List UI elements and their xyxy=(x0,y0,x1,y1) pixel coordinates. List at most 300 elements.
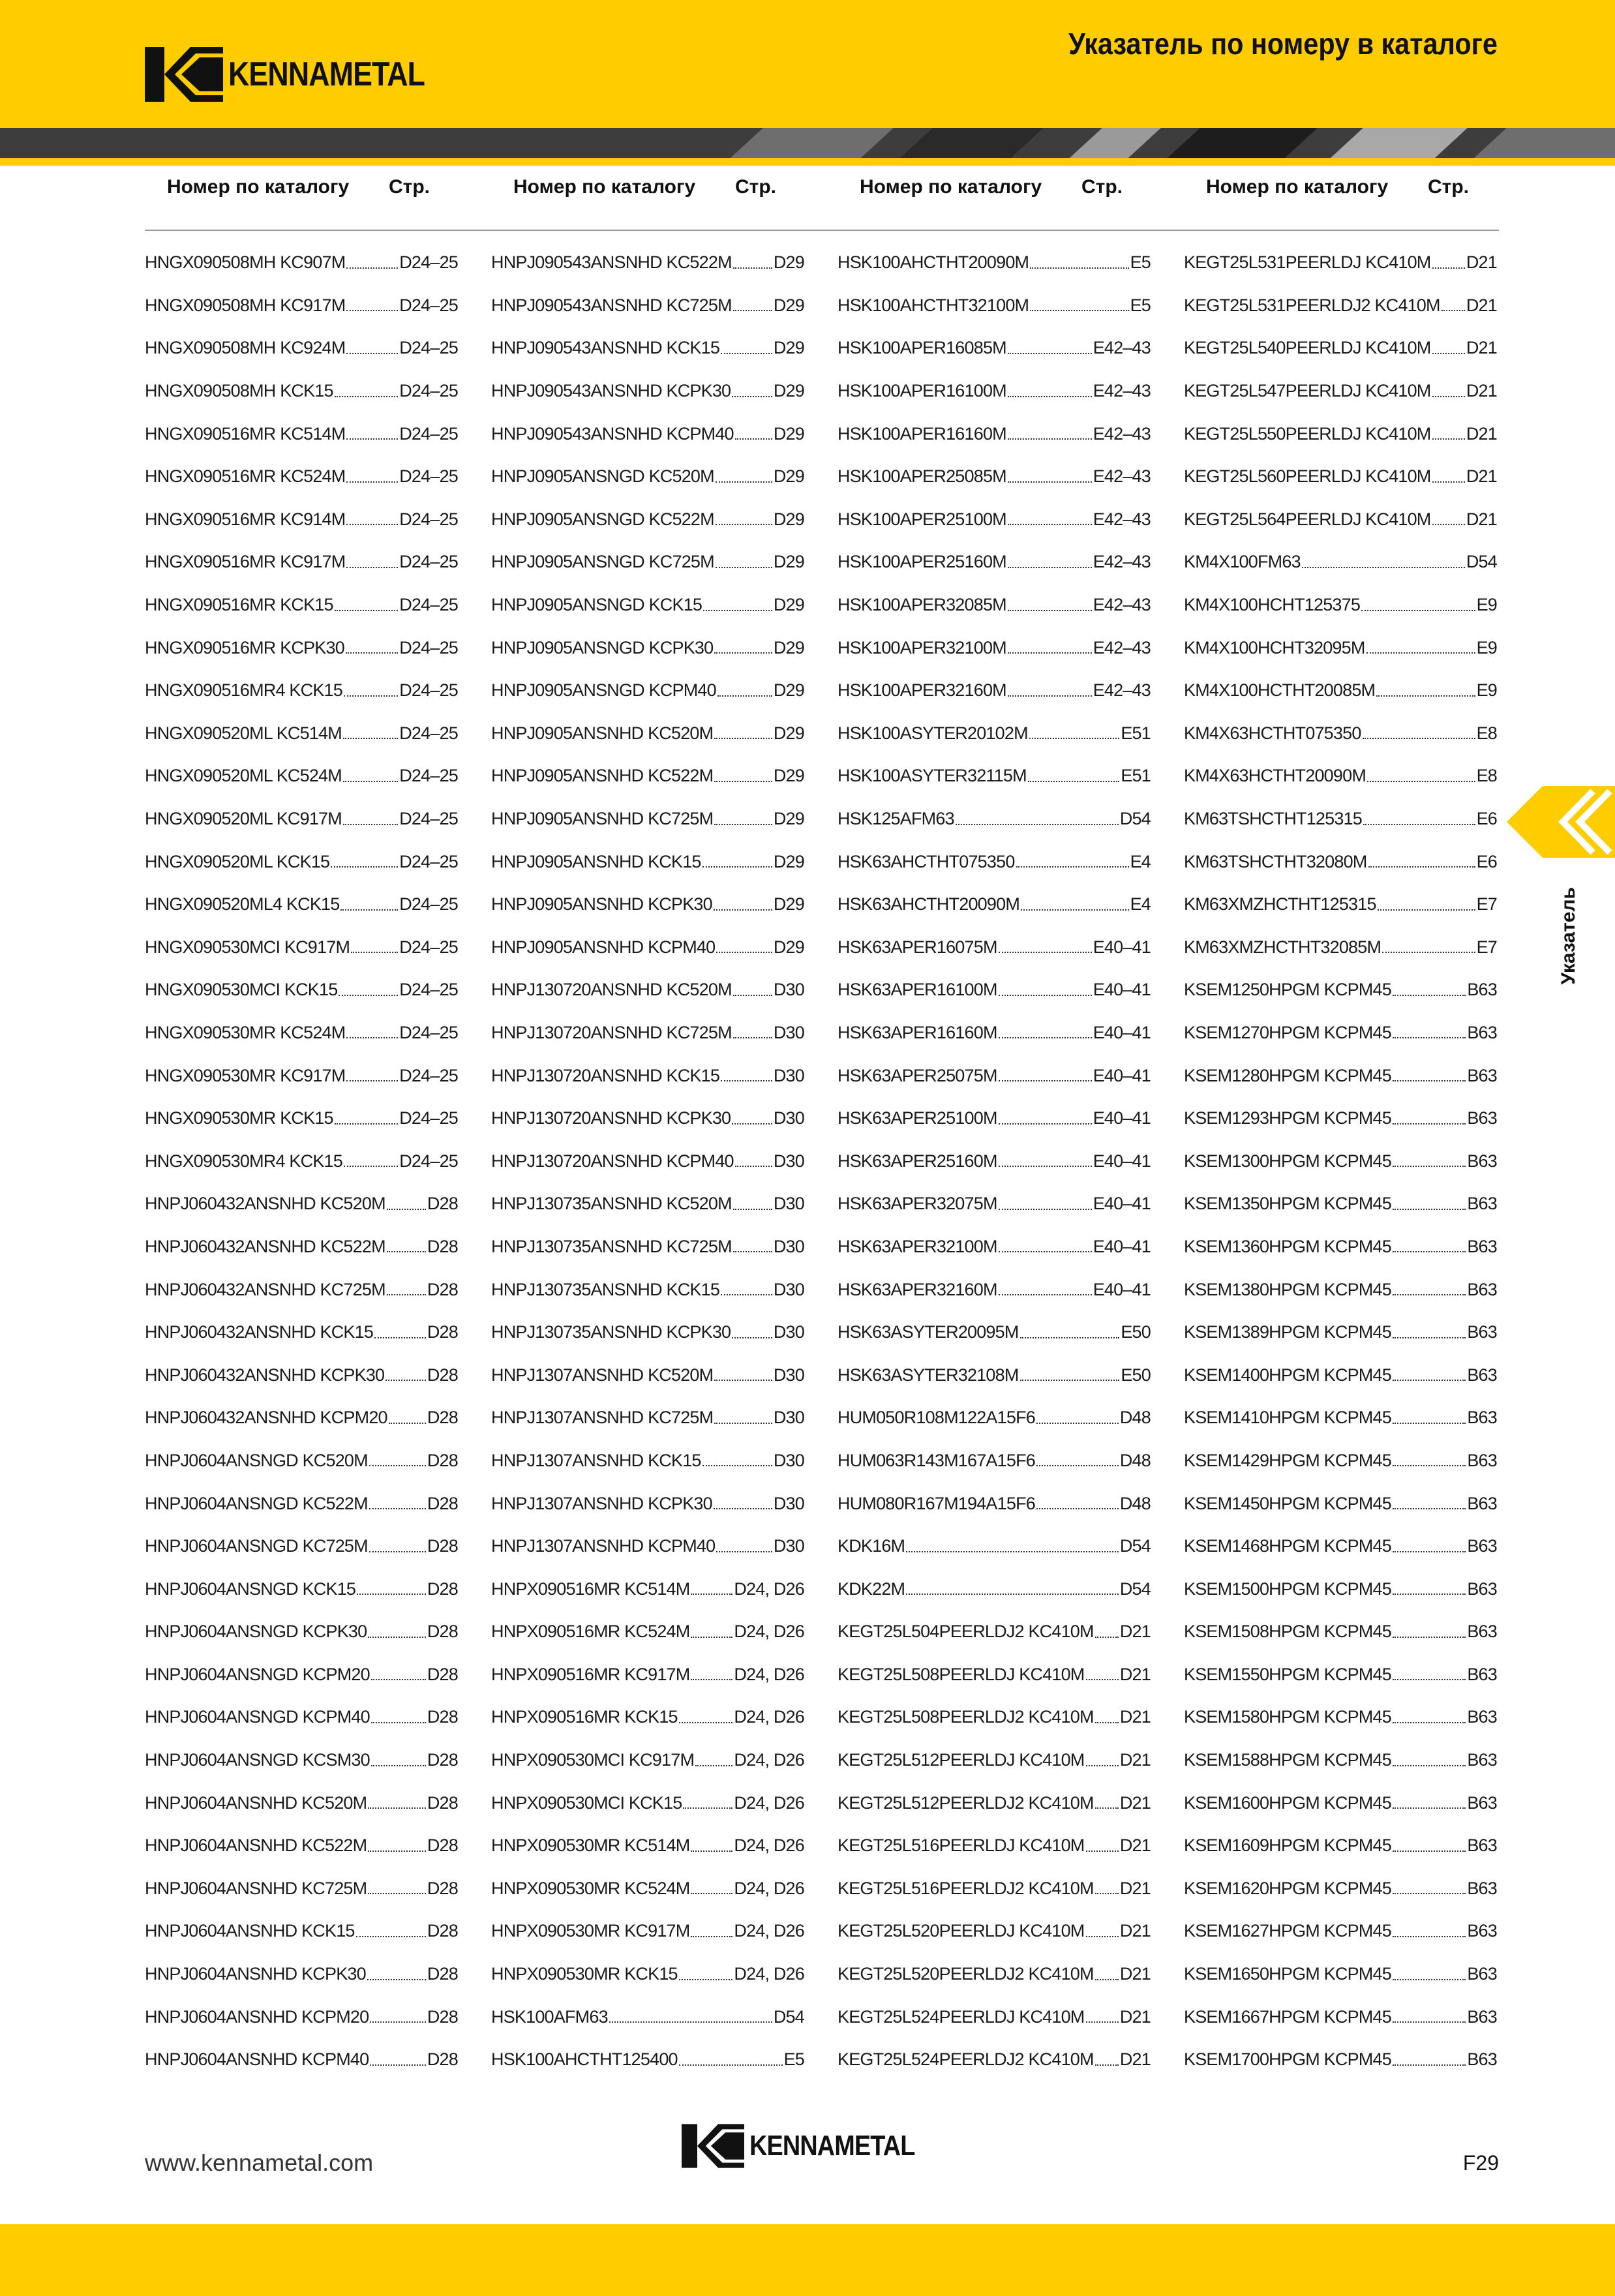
dot-leader xyxy=(1036,1508,1119,1509)
dot-leader xyxy=(370,2021,426,2023)
page-reference: D29 xyxy=(773,466,804,487)
catalog-number: KEGT25L516PEERLDJ2 KC410M xyxy=(838,1878,1094,1898)
page-reference: D29 xyxy=(773,552,804,572)
catalog-number: HNPJ130720ANSNHD KCK15 xyxy=(491,1065,720,1085)
dot-leader xyxy=(343,781,398,782)
catalog-number: HSK63APER25100M xyxy=(838,1108,997,1128)
dot-leader xyxy=(1086,1936,1119,1937)
catalog-number: HSK100AHCTHT20090M xyxy=(838,252,1029,273)
page-reference: D29 xyxy=(773,766,804,786)
header-catalog-number: Номер по каталогу xyxy=(167,176,350,198)
page-reference: D30 xyxy=(773,1151,804,1171)
page-reference: D24–25 xyxy=(399,894,458,914)
catalog-number: HNGX090516MR KC514M xyxy=(145,423,346,444)
page-reference: B63 xyxy=(1467,1750,1497,1770)
dot-leader xyxy=(1008,481,1092,483)
index-row xyxy=(491,1183,804,1226)
catalog-number: HNPJ0604ANSNGD KC725M xyxy=(145,1536,368,1556)
catalog-number: HNPX090530MR KC917M xyxy=(491,1921,690,1941)
dot-leader xyxy=(906,1594,1119,1595)
footer-logo xyxy=(682,2123,942,2169)
page-reference: D24–25 xyxy=(399,295,458,315)
page-reference: E51 xyxy=(1121,723,1151,743)
page-reference: D29 xyxy=(773,509,804,529)
index-row xyxy=(491,1824,804,1867)
dot-leader xyxy=(1036,1423,1119,1424)
dot-leader xyxy=(999,995,1092,996)
index-row xyxy=(838,584,1151,627)
page-reference: D24–25 xyxy=(399,1151,458,1171)
index-row xyxy=(1184,1910,1497,1953)
catalog-number: KEGT25L550PEERLDJ KC410M xyxy=(1184,423,1431,444)
index-row xyxy=(491,798,804,841)
index-row xyxy=(1184,1097,1497,1140)
catalog-number: HNPJ0604ANSNGD KC520M xyxy=(145,1450,368,1470)
page-reference: B63 xyxy=(1467,1493,1497,1513)
page-reference: D24–25 xyxy=(399,1022,458,1042)
dot-leader xyxy=(733,1209,772,1210)
logo-text: KENNAMETAL xyxy=(228,55,425,93)
index-row xyxy=(145,712,458,755)
dot-leader xyxy=(346,1080,398,1081)
catalog-number: KSEM1667HPGM KCPM45 xyxy=(1184,2006,1391,2027)
page-reference: E6 xyxy=(1476,851,1497,871)
index-row xyxy=(1184,1311,1497,1354)
dot-leader xyxy=(1393,1037,1466,1038)
catalog-number: KSEM1410HPGM KCPM45 xyxy=(1184,1408,1391,1428)
index-row xyxy=(1184,626,1497,669)
page-reference: D24–25 xyxy=(399,723,458,743)
dot-leader xyxy=(691,1637,732,1638)
catalog-number: HNPX090530MCI KCK15 xyxy=(491,1792,682,1813)
dot-leader xyxy=(1393,1765,1466,1766)
index-row xyxy=(838,327,1151,370)
dot-leader xyxy=(1393,1637,1466,1638)
catalog-number: HNPJ060432ANSNHD KCK15 xyxy=(145,1322,374,1342)
dot-leader xyxy=(1393,1850,1466,1852)
page-reference: D28 xyxy=(427,1236,458,1256)
page-reference: B63 xyxy=(1467,1065,1497,1085)
page-reference: D28 xyxy=(427,1664,458,1684)
page-reference: D48 xyxy=(1119,1450,1151,1470)
dot-leader xyxy=(703,610,772,611)
dot-leader xyxy=(369,1465,426,1466)
dot-leader xyxy=(1302,567,1465,568)
page-reference: D24–25 xyxy=(399,809,458,829)
catalog-number: HNGX090516MR KC917M xyxy=(145,552,346,572)
dot-leader xyxy=(717,695,772,697)
page-reference: D29 xyxy=(773,595,804,615)
page-reference: D21 xyxy=(1119,2049,1151,2070)
page-reference: D54 xyxy=(1119,809,1151,829)
index-row xyxy=(145,2038,458,2081)
catalog-number: KSEM1270HPGM KCPM45 xyxy=(1184,1022,1391,1042)
index-row xyxy=(838,1525,1151,1568)
index-row xyxy=(1184,498,1497,541)
page-reference: D28 xyxy=(427,1536,458,1556)
header-page: Стр. xyxy=(735,176,777,198)
page-reference: D29 xyxy=(773,381,804,401)
header-catalog-number: Номер по каталогу xyxy=(1206,176,1389,198)
dot-leader xyxy=(1393,2021,1466,2023)
index-row xyxy=(145,412,458,455)
catalog-number: HNPJ0905ANSNHD KC725M xyxy=(491,809,714,829)
dot-leader xyxy=(1393,1979,1466,1980)
catalog-number: HNGX090520ML KCK15 xyxy=(145,851,330,871)
catalog-number: HNPX090516MR KCK15 xyxy=(491,1707,678,1727)
dot-leader xyxy=(1008,396,1092,397)
index-row xyxy=(491,412,804,455)
dot-leader xyxy=(999,1209,1092,1210)
page-reference: B63 xyxy=(1467,1322,1497,1342)
page-reference: D24, D26 xyxy=(734,1664,804,1684)
index-row xyxy=(1184,926,1497,969)
page-reference: D30 xyxy=(773,1279,804,1299)
dot-leader xyxy=(1393,1893,1466,1894)
page-reference: B63 xyxy=(1467,1622,1497,1642)
page-reference: D54 xyxy=(1466,552,1497,572)
index-row xyxy=(1184,798,1497,841)
dot-leader xyxy=(1036,1465,1119,1466)
catalog-number: KSEM1550HPGM KCPM45 xyxy=(1184,1664,1391,1684)
page-reference: D30 xyxy=(773,1022,804,1042)
index-row xyxy=(491,969,804,1012)
dot-leader xyxy=(357,1594,426,1595)
catalog-number: HNPJ090543ANSNHD KC725M xyxy=(491,295,732,315)
dot-leader xyxy=(702,1465,772,1466)
dot-leader xyxy=(1095,2064,1119,2066)
page-reference: E9 xyxy=(1476,680,1497,701)
dot-leader xyxy=(339,995,398,996)
catalog-number: KEGT25L512PEERLDJ KC410M xyxy=(838,1750,1085,1770)
catalog-number: HNPJ130735ANSNHD KCK15 xyxy=(491,1279,720,1299)
index-row xyxy=(1184,1268,1497,1311)
page-reference: D24, D26 xyxy=(734,1578,804,1599)
dot-leader xyxy=(1368,866,1475,868)
dot-leader xyxy=(346,353,398,354)
index-row xyxy=(1184,370,1497,413)
dot-leader xyxy=(1086,1679,1119,1680)
catalog-number: HNPJ060432ANSNHD KCPM20 xyxy=(145,1408,387,1428)
page-reference: E5 xyxy=(1130,252,1151,273)
catalog-number: KEGT25L564PEERLDJ KC410M xyxy=(1184,509,1431,529)
index-row xyxy=(838,1567,1151,1610)
catalog-number: HSK100AHCTHT32100M xyxy=(838,295,1029,315)
dot-leader xyxy=(1432,438,1465,440)
index-row xyxy=(1184,284,1497,327)
dot-leader xyxy=(368,1807,426,1809)
catalog-number: KEGT25L508PEERLDJ2 KC410M xyxy=(838,1707,1094,1727)
catalog-number: KSEM1468HPGM KCPM45 xyxy=(1184,1536,1391,1556)
dot-leader xyxy=(1095,1807,1119,1809)
page-reference: B63 xyxy=(1467,1365,1497,1385)
dot-leader xyxy=(367,1979,426,1980)
index-row xyxy=(491,1482,804,1525)
index-row xyxy=(838,755,1151,798)
dot-leader xyxy=(1393,1380,1466,1381)
page-reference: D29 xyxy=(773,937,804,957)
catalog-number: HNPJ0905ANSNHD KC522M xyxy=(491,766,714,786)
index-row xyxy=(145,1012,458,1055)
catalog-number: HNGX090508MH KCK15 xyxy=(145,381,333,401)
dot-leader xyxy=(733,310,772,311)
index-row xyxy=(491,455,804,498)
catalog-number: HSK100APER16100M xyxy=(838,381,1006,401)
index-row xyxy=(145,1226,458,1269)
catalog-number: KM4X100HCTHT20085M xyxy=(1184,680,1376,701)
dot-leader xyxy=(346,652,398,654)
catalog-number: HNPJ0905ANSNGD KC520M xyxy=(491,466,714,487)
page-reference: E7 xyxy=(1476,937,1497,957)
page-reference: E9 xyxy=(1476,637,1497,657)
page-reference: D24–25 xyxy=(399,680,458,701)
dot-leader xyxy=(387,1209,426,1210)
catalog-number: KM4X100HCHT125375 xyxy=(1184,595,1361,615)
catalog-number: HNPJ0604ANSNHD KCPK30 xyxy=(145,1964,366,1984)
catalog-number: HSK100ASYTER32115M xyxy=(838,766,1027,786)
page-reference: D28 xyxy=(427,1279,458,1299)
catalog-number: KEGT25L516PEERLDJ KC410M xyxy=(838,1835,1085,1856)
header-page: Стр. xyxy=(389,176,430,198)
catalog-number: HNPJ0905ANSNGD KCK15 xyxy=(491,595,702,615)
page-reference: D48 xyxy=(1119,1408,1151,1428)
page-reference: D24, D26 xyxy=(734,1622,804,1642)
dot-leader xyxy=(1393,1209,1466,1210)
catalog-number: HNPJ1307ANSNHD KC520M xyxy=(491,1365,714,1385)
page-reference: D28 xyxy=(427,2006,458,2027)
catalog-number: HSK63APER32100M xyxy=(838,1236,997,1256)
index-row xyxy=(1184,1781,1497,1824)
dot-leader xyxy=(368,1637,426,1638)
index-row xyxy=(491,327,804,370)
index-row xyxy=(838,840,1151,883)
dot-leader xyxy=(335,396,398,397)
page-reference: D24–25 xyxy=(399,980,458,1000)
dot-leader xyxy=(1030,310,1128,311)
dot-leader xyxy=(716,524,772,525)
index-row xyxy=(838,1739,1151,1782)
catalog-number: HUM050R108M122A15F6 xyxy=(838,1408,1035,1428)
side-tab-label: Указатель xyxy=(1558,887,1579,985)
catalog-number: KM63XMZHCTHT125315 xyxy=(1184,894,1376,914)
dot-leader xyxy=(683,1807,732,1809)
catalog-number: KM4X63HCTHT20090M xyxy=(1184,766,1366,786)
index-column xyxy=(1184,241,1497,2081)
catalog-number: HNPJ060432ANSNHD KCPK30 xyxy=(145,1365,385,1385)
column-header xyxy=(491,176,804,207)
page-reference: D30 xyxy=(773,1365,804,1385)
index-column xyxy=(491,241,804,2081)
index-row xyxy=(145,1610,458,1654)
dot-leader xyxy=(1393,1465,1466,1466)
page-reference: D24, D26 xyxy=(734,1835,804,1856)
logo-text: KENNAMETAL xyxy=(749,2130,915,2162)
dot-leader xyxy=(1393,1936,1466,1937)
dot-leader xyxy=(1008,567,1092,568)
index-row xyxy=(491,1397,804,1440)
catalog-number: KM63TSHCTHT32080M xyxy=(1184,851,1367,871)
catalog-number: HNPJ0604ANSNGD KCK15 xyxy=(145,1578,356,1599)
dot-leader xyxy=(1393,1294,1466,1295)
dot-leader xyxy=(721,1080,772,1081)
dot-leader xyxy=(691,1679,732,1680)
catalog-number: HNPJ090543ANSNHD KCK15 xyxy=(491,338,720,358)
catalog-number: KSEM1293HPGM KCPM45 xyxy=(1184,1108,1391,1128)
index-row xyxy=(145,541,458,584)
dot-leader xyxy=(714,738,772,739)
dot-leader xyxy=(733,1251,772,1252)
catalog-number: HNPJ060432ANSNHD KC522M xyxy=(145,1236,385,1256)
dot-leader xyxy=(1016,866,1129,868)
index-row xyxy=(1184,327,1497,370)
page-reference: E8 xyxy=(1476,723,1497,743)
page-reference: D24–25 xyxy=(399,509,458,529)
index-row xyxy=(1184,1696,1497,1739)
page-reference: B63 xyxy=(1467,1236,1497,1256)
catalog-number: HUM080R167M194A15F6 xyxy=(838,1493,1035,1513)
index-row xyxy=(838,1311,1151,1354)
dot-leader xyxy=(956,824,1119,825)
catalog-number: HNGX090516MR4 KCK15 xyxy=(145,680,342,701)
page-reference: D21 xyxy=(1119,1921,1151,1941)
index-row xyxy=(1184,755,1497,798)
index-row xyxy=(1184,412,1497,455)
index-row xyxy=(491,1867,804,1911)
header-page: Стр. xyxy=(1081,176,1123,198)
catalog-number: HNPJ0604ANSNHD KCK15 xyxy=(145,1921,355,1941)
dot-leader xyxy=(389,1423,426,1424)
index-row xyxy=(491,1353,804,1397)
page-reference: D21 xyxy=(1466,509,1497,529)
catalog-number: HNGX090516MR KCK15 xyxy=(145,595,333,615)
index-row xyxy=(838,712,1151,755)
index-row xyxy=(145,1953,458,1996)
page-reference: D24–25 xyxy=(399,466,458,487)
catalog-number: KSEM1429HPGM KCPM45 xyxy=(1184,1450,1391,1470)
footer-url[interactable]: www.kennametal.com xyxy=(145,2149,374,2176)
page-reference: D24–25 xyxy=(399,595,458,615)
dot-leader xyxy=(369,1551,426,1552)
dot-leader xyxy=(1393,2064,1466,2066)
dot-leader xyxy=(721,1294,772,1295)
page-reference: D28 xyxy=(427,1964,458,1984)
index-row xyxy=(1184,1397,1497,1440)
catalog-number: KSEM1380HPGM KCPM45 xyxy=(1184,1279,1391,1299)
dot-leader xyxy=(999,1080,1092,1081)
page-reference: D28 xyxy=(427,1750,458,1770)
index-row xyxy=(145,840,458,883)
dot-leader xyxy=(1432,267,1465,269)
catalog-number: HNGX090530MCI KCK15 xyxy=(145,980,338,1000)
index-row xyxy=(838,1397,1151,1440)
page-reference: D28 xyxy=(427,1835,458,1856)
dot-leader xyxy=(691,1594,732,1595)
catalog-number: HNPJ0604ANSNGD KCPK30 xyxy=(145,1622,367,1642)
dot-leader xyxy=(716,952,772,953)
dot-leader xyxy=(679,1979,733,1980)
catalog-number: KEGT25L540PEERLDJ KC410M xyxy=(1184,338,1431,358)
index-row xyxy=(491,1140,804,1183)
catalog-number: KSEM1508HPGM KCPM45 xyxy=(1184,1622,1391,1642)
index-row xyxy=(838,1268,1151,1311)
catalog-number: HNGX090516MR KC524M xyxy=(145,466,346,487)
index-row xyxy=(1184,1739,1497,1782)
page-reference: D48 xyxy=(1119,1493,1151,1513)
dot-leader xyxy=(335,610,398,611)
catalog-number: HNGX090516MR KCPK30 xyxy=(145,637,344,657)
index-row xyxy=(838,2038,1151,2081)
catalog-number: HNPX090530MR KC524M xyxy=(491,1878,690,1898)
catalog-number: KEGT25L504PEERLDJ2 KC410M xyxy=(838,1622,1094,1642)
header-catalog-number: Номер по каталогу xyxy=(860,176,1042,198)
catalog-number: KSEM1588HPGM KCPM45 xyxy=(1184,1750,1391,1770)
dot-leader xyxy=(714,1380,772,1381)
index-row xyxy=(1184,1610,1497,1654)
catalog-number: HNPJ0604ANSNHD KCPM20 xyxy=(145,2006,369,2027)
catalog-number: KEGT25L524PEERLDJ KC410M xyxy=(838,2006,1085,2027)
catalog-number: HNPJ0604ANSNGD KCPM40 xyxy=(145,1707,370,1727)
dot-leader xyxy=(1008,438,1092,440)
catalog-number: KSEM1580HPGM KCPM45 xyxy=(1184,1707,1391,1727)
index-row xyxy=(145,327,458,370)
catalog-number: HSK100AFM63 xyxy=(491,2006,608,2027)
dot-leader xyxy=(344,1166,398,1167)
dot-leader xyxy=(609,2021,772,2023)
index-row xyxy=(491,1781,804,1824)
page-reference: D30 xyxy=(773,1065,804,1085)
catalog-number: KSEM1600HPGM KCPM45 xyxy=(1184,1792,1391,1813)
index-row xyxy=(491,883,804,926)
dot-leader xyxy=(346,481,398,483)
dot-leader xyxy=(733,1037,772,1038)
index-row xyxy=(145,1268,458,1311)
page-reference: E42–43 xyxy=(1093,466,1151,487)
page-reference: B63 xyxy=(1467,1964,1497,1984)
page-reference: B63 xyxy=(1467,1707,1497,1727)
page-reference: D24–25 xyxy=(399,937,458,957)
index-row xyxy=(145,926,458,969)
page-reference: E42–43 xyxy=(1093,552,1151,572)
page-reference: D24–25 xyxy=(399,552,458,572)
page-reference: E40–41 xyxy=(1093,1236,1151,1256)
index-row xyxy=(1184,584,1497,627)
index-row xyxy=(491,584,804,627)
index-row xyxy=(838,798,1151,841)
dot-leader xyxy=(346,267,398,269)
catalog-number: KDK22M xyxy=(838,1578,905,1599)
index-row xyxy=(145,1739,458,1782)
index-row xyxy=(838,541,1151,584)
catalog-number: HNPJ130720ANSNHD KC725M xyxy=(491,1022,732,1042)
dot-leader xyxy=(371,1722,426,1723)
index-row xyxy=(145,498,458,541)
index-row xyxy=(145,241,458,284)
dot-leader xyxy=(1382,952,1475,953)
index-row xyxy=(491,840,804,883)
dot-leader xyxy=(999,1294,1092,1295)
catalog-number: HNGX090520ML KC524M xyxy=(145,766,342,786)
page-reference: E50 xyxy=(1121,1322,1151,1342)
page-reference: D28 xyxy=(427,1878,458,1898)
dot-leader xyxy=(1393,1423,1466,1424)
index-row xyxy=(145,1140,458,1183)
catalog-number: KSEM1450HPGM KCPM45 xyxy=(1184,1493,1391,1513)
dot-leader xyxy=(735,438,772,440)
dot-leader xyxy=(368,1893,426,1894)
catalog-number: KEGT25L560PEERLDJ KC410M xyxy=(1184,466,1431,487)
page-reference: B63 xyxy=(1467,1022,1497,1042)
page-reference: E40–41 xyxy=(1093,1108,1151,1128)
